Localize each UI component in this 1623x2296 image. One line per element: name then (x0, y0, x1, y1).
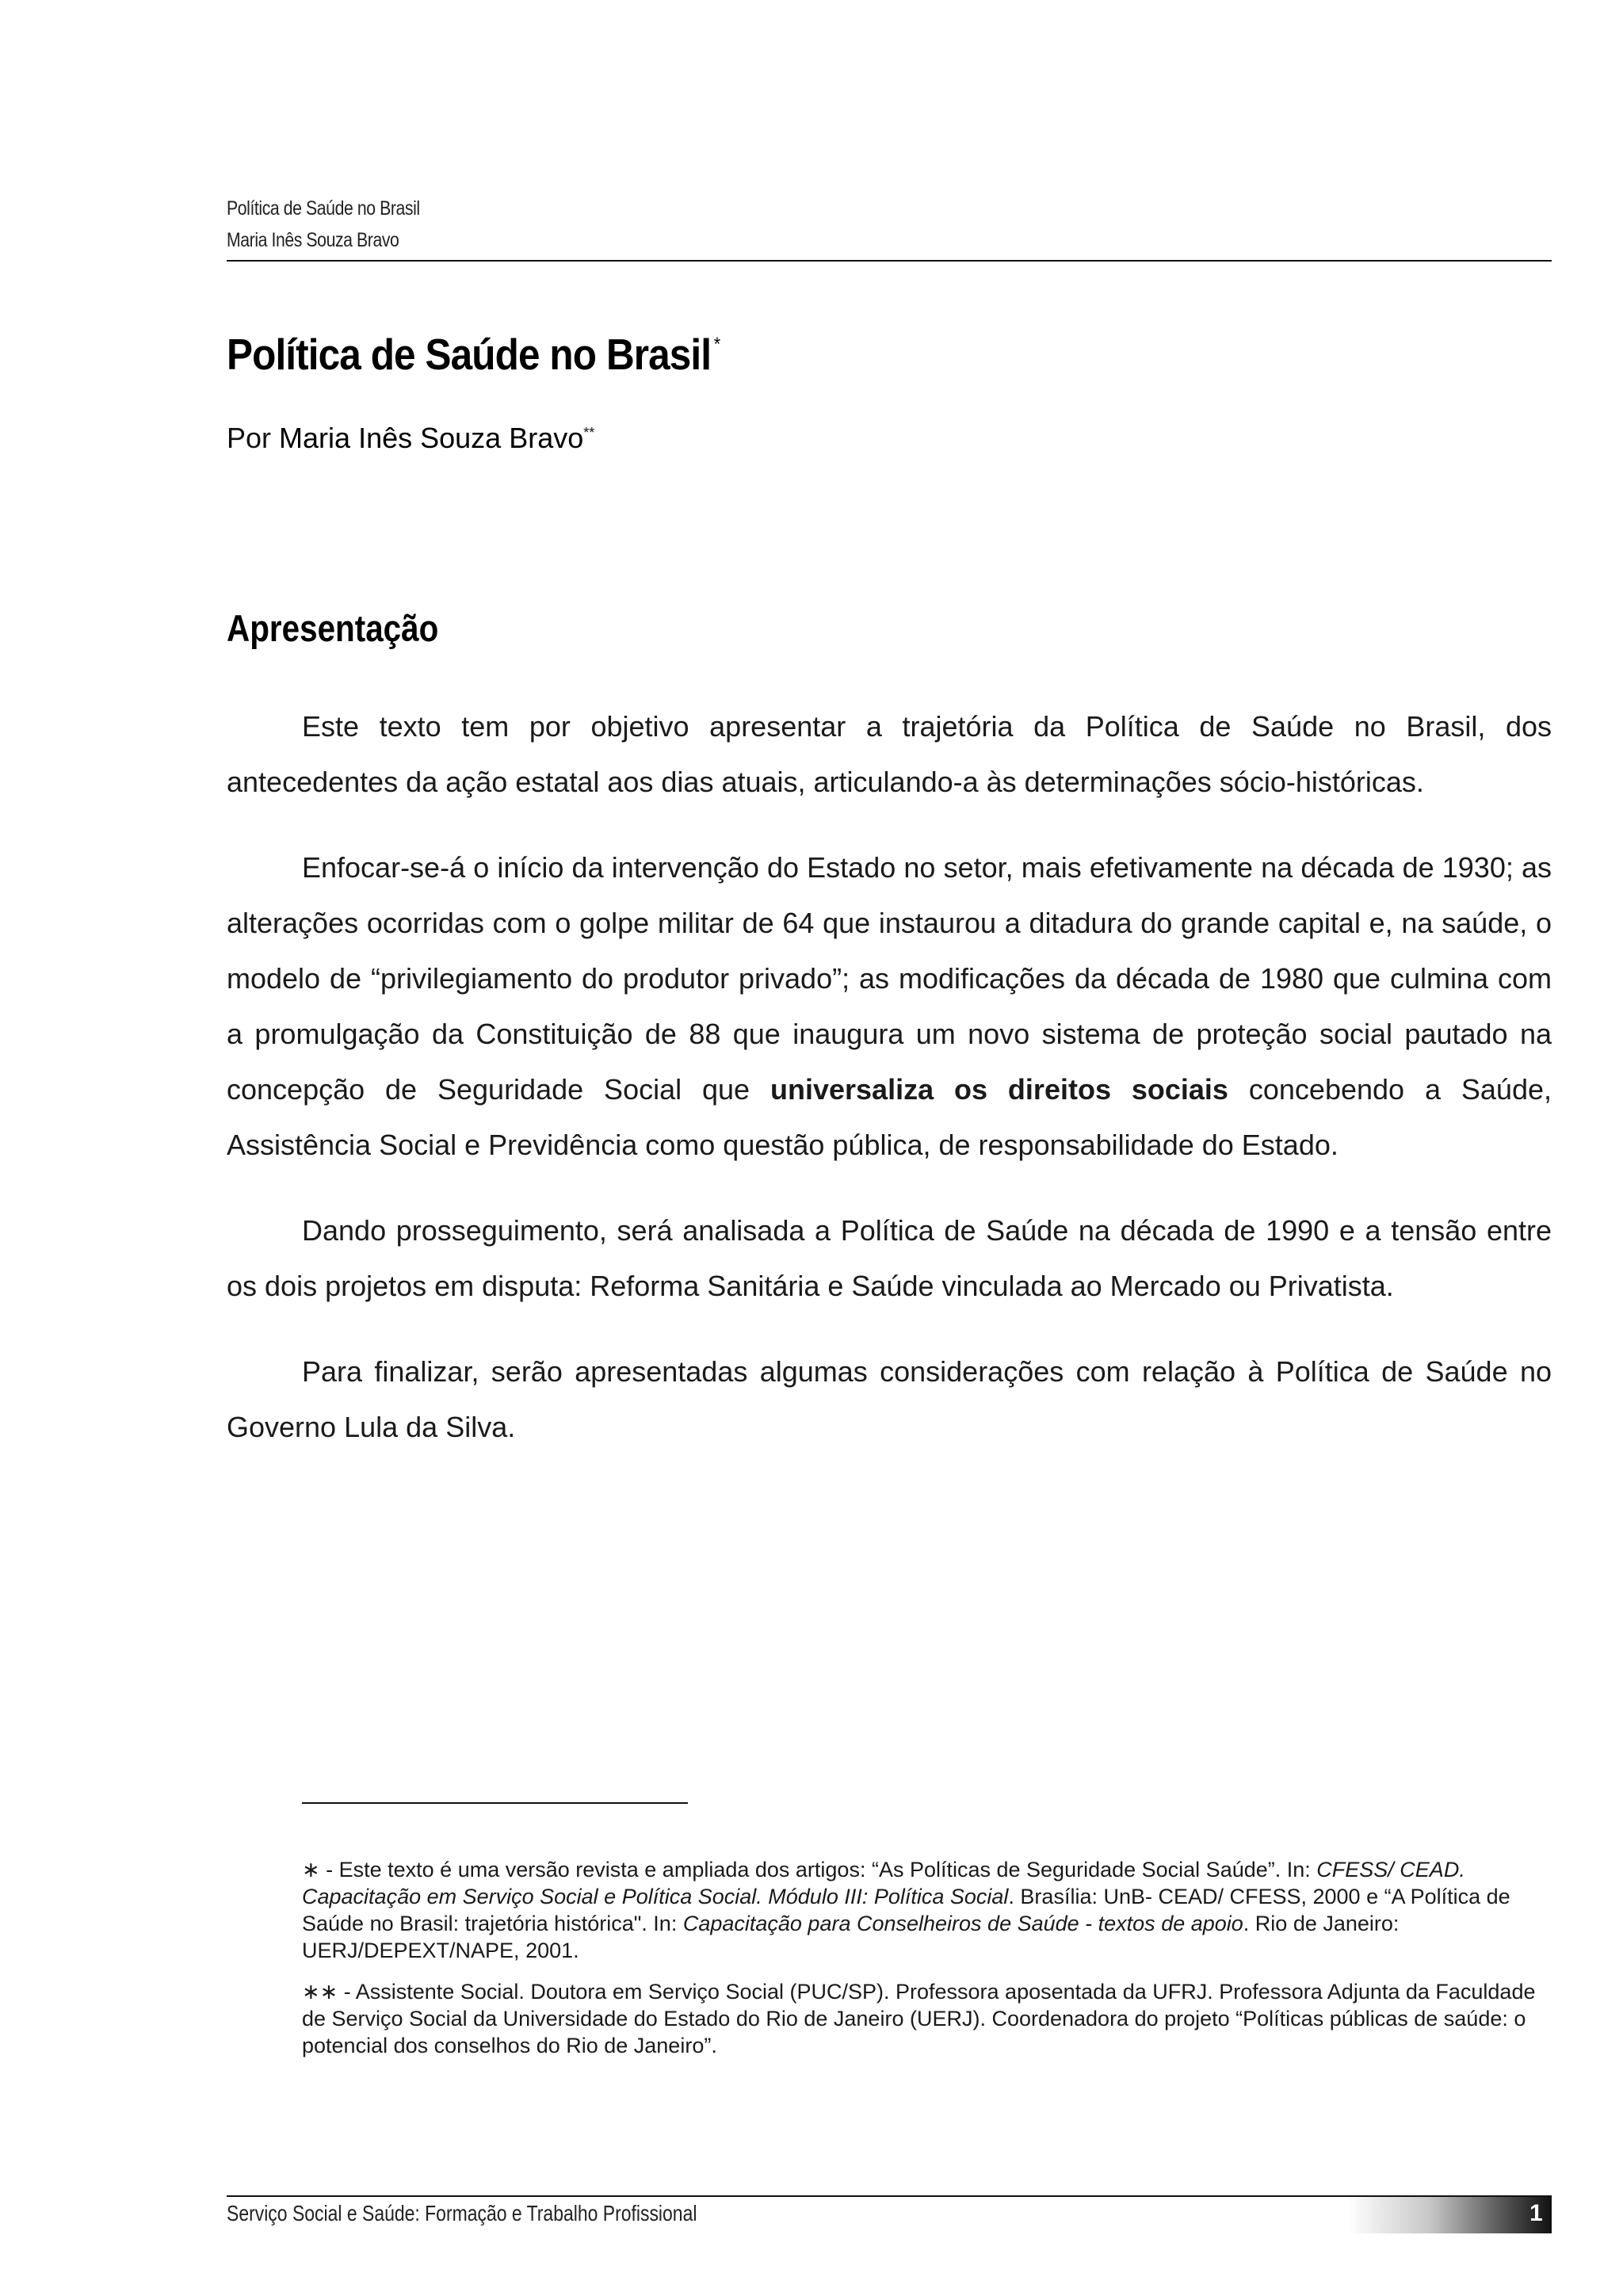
paragraph-4: Para finalizar, serão apresentadas algumas considerações com relação à Política de Saúde no Governo Lula da Silva. (227, 1355, 1552, 1443)
byline-prefix: Por (227, 422, 272, 454)
page-number: 1 (1529, 2200, 1543, 2226)
footer-gradient-bar (1347, 2197, 1552, 2233)
author-footnote-marker[interactable]: ** (583, 425, 595, 441)
paragraph-2-part-b: concebendo a Saúde, Assistência Social e Previdência como questão pública, de responsabilidade do Estado. (227, 1073, 1552, 1161)
byline (227, 422, 594, 455)
footnote-1-marker: ∗ (302, 1858, 320, 1881)
footer-title: Serviço Social e Saúde: Formação e Trabalho Profissional (227, 2201, 697, 2225)
footnote-1-text-c: . Rio de Janeiro: UERJ/DEPEXT/NAPE, 2001. (302, 1912, 1400, 1962)
footnote-1-citation-a: CFESS/ CEAD. Capacitação em Serviço Social e Política Social. Módulo III: Política Social (302, 1858, 1465, 1908)
header-author: Maria Inês Souza Bravo (227, 229, 399, 251)
running-header (227, 193, 1552, 256)
body-text (227, 699, 1552, 1485)
paragraph-2-part-a: Enfocar-se-á o início da intervenção do Estado no setor, mais efetivamente na década de 1930; as alterações ocorridas com o golpe militar de 64 que instaurou a ditadura do grande capital e, na saúde, o modelo de “privilegiamento do produtor privado”; as modificações da década de 1980 que culmina com a promulgação da Constituição de 88 que inaugura um novo sistema de proteção social pautado na concepção de Seguridade Social que (227, 851, 1552, 1106)
footnote-1-text-a: - Este texto é uma versão revista e ampliada dos artigos: “As Políticas de Seguridade Social Saúde”. In: (319, 1858, 1317, 1881)
paragraph-1: Este texto tem por objetivo apresentar a trajetória da Política de Saúde no Brasil, dos antecedentes da ação estatal aos dias atuais, articulando-a às determinações sócio-históricas. (227, 710, 1552, 798)
footnote-1-citation-b: Capacitação para Conselheiros de Saúde - textos de apoio (682, 1912, 1243, 1935)
footnote-2-text: - Assistente Social. Doutora em Serviço Social (PUC/SP). Professora aposentada da UFRJ. Professora Adjunta da Faculdade de Serviço Social da Universidade do Estado do Rio de Janeiro (UERJ). Coordenadora do projeto “Políticas públicas de saúde: o potencial dos conselhos do Rio de Janeiro”. (302, 1980, 1536, 2057)
header-document-title: Política de Saúde no Brasil (227, 197, 420, 220)
paragraph-3: Dando prosseguimento, será analisada a Política de Saúde na década de 1990 e a tensão entre os dois projetos em disputa: Reforma Sanitária e Saúde vinculada ao Mercado ou Privatista. (227, 1214, 1552, 1302)
footnote-2-marker: ∗∗ (302, 1980, 338, 2004)
paragraph-2-emphasis: universaliza os direitos sociais (770, 1073, 1228, 1106)
section-heading: Apresentação (227, 607, 439, 649)
footnote-1 (302, 1856, 1552, 1964)
byline-author: Maria Inês Souza Bravo (279, 422, 584, 454)
page-title (227, 329, 720, 380)
title-footnote-marker[interactable]: * (713, 334, 720, 355)
footnote-2 (302, 1978, 1552, 2059)
footnote-1-text-b: . Brasília: UnB- CEAD/ CFESS, 2000 e “A Política de Saúde no Brasil: trajetória histórica". In: (302, 1885, 1510, 1935)
page-title-text: Política de Saúde no Brasil (227, 330, 712, 379)
footnotes (302, 1856, 1552, 2073)
header-divider (227, 260, 1552, 262)
footnote-divider (302, 1802, 688, 1804)
paragraph-2 (227, 840, 1552, 1173)
